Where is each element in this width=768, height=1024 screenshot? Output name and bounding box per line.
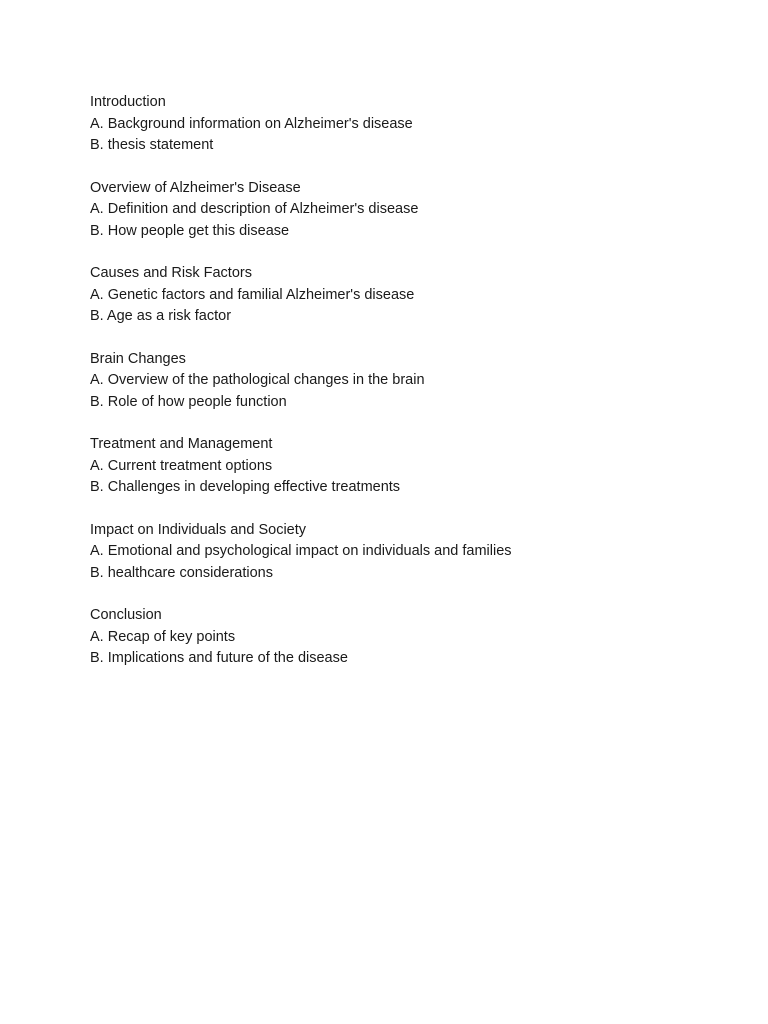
outline-section-brain-changes (90, 349, 710, 414)
outline-section-treatment (90, 434, 710, 499)
section-heading: Introduction (90, 94, 166, 110)
outline-item: A. Background information on Alzheimer's disease (90, 115, 413, 132)
outline-item: B. thesis statement (90, 137, 214, 153)
section-heading: Conclusion (90, 607, 162, 623)
outline-section-overview (90, 178, 710, 243)
outline-section-introduction (90, 92, 710, 157)
outline-item: B. Challenges in developing effective treatments (90, 479, 401, 495)
outline-item: A. Definition and description of Alzheimer's disease (90, 201, 419, 217)
outline-item: A. Overview of the pathological changes in the brain (90, 372, 425, 388)
outline-section-conclusion (90, 605, 710, 670)
section-heading: Overview of Alzheimer's Disease (90, 179, 301, 196)
section-heading: Impact on Individuals and Society (90, 521, 307, 538)
outline-item: B. Implications and future of the disease (90, 650, 348, 666)
outline-item: A. Current treatment options (90, 457, 273, 474)
outline-item: B. Age as a risk factor (90, 308, 232, 324)
outline-item: A. Recap of key points (90, 628, 236, 645)
outline-item: A. Genetic factors and familial Alzheimer's disease (90, 286, 415, 303)
outline-document (90, 92, 710, 691)
outline-section-impact (90, 520, 710, 585)
outline-section-causes (90, 263, 710, 328)
section-heading: Brain Changes (90, 350, 186, 367)
outline-item: A. Emotional and psychological impact on individuals and families (90, 543, 512, 559)
outline-item: B. Role of how people function (90, 393, 287, 410)
outline-item: B. How people get this disease (90, 222, 290, 239)
section-heading: Causes and Risk Factors (90, 265, 252, 281)
section-heading: Treatment and Management (90, 436, 273, 452)
outline-item: B. healthcare considerations (90, 564, 273, 581)
